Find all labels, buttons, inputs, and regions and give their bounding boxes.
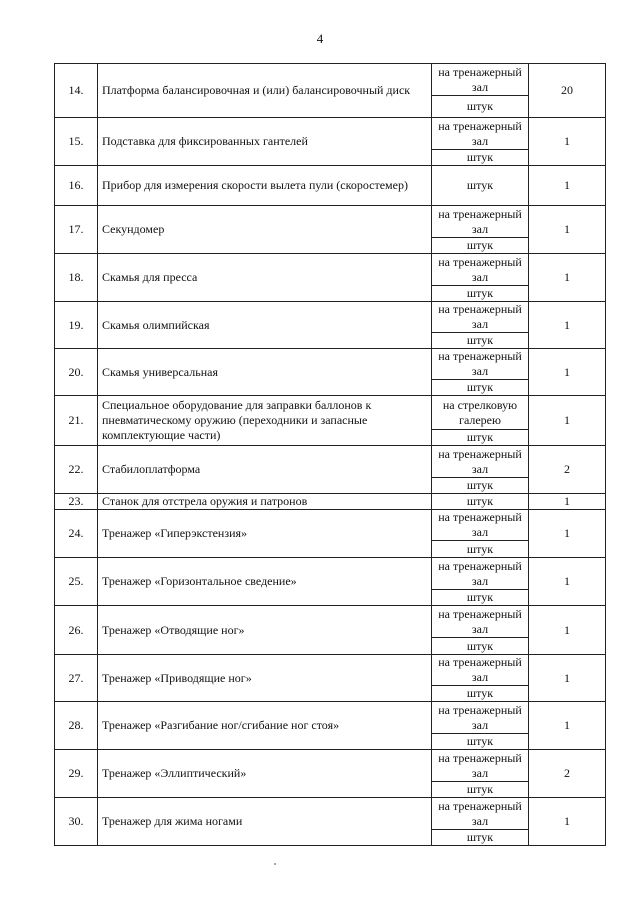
table-row (55, 166, 606, 206)
item-unit-sub: штук (432, 380, 529, 396)
item-unit-sub: штук (432, 430, 529, 446)
item-name: Подставка для фиксированных гантелей (98, 118, 432, 166)
item-unit: на тренажерный зал (432, 64, 529, 96)
item-unit-sub: штук (432, 333, 529, 349)
item-unit: штук (432, 494, 529, 510)
row-number: 24. (55, 510, 98, 558)
item-quantity: 1 (529, 494, 606, 510)
table-row (55, 558, 606, 590)
row-number: 18. (55, 254, 98, 302)
row-number: 20. (55, 349, 98, 396)
table-row (55, 606, 606, 638)
table-row (55, 396, 606, 430)
item-unit: на тренажерный зал (432, 118, 529, 150)
row-number: 26. (55, 606, 98, 655)
item-unit: на тренажерный зал (432, 798, 529, 830)
item-name: Секундомер (98, 206, 432, 254)
item-unit-sub: штук (432, 782, 529, 798)
item-unit: на тренажерный зал (432, 302, 529, 333)
table-row (55, 254, 606, 286)
item-quantity: 1 (529, 302, 606, 349)
item-unit-sub: штук (432, 150, 529, 166)
item-quantity: 1 (529, 702, 606, 750)
page-number: 4 (316, 31, 324, 46)
table-row (55, 64, 606, 96)
item-quantity: 1 (529, 606, 606, 655)
item-unit-sub: штук (432, 286, 529, 302)
item-unit: на тренажерный зал (432, 702, 529, 734)
item-unit: на тренажерный зал (432, 750, 529, 782)
table-row (55, 702, 606, 734)
item-name: Тренажер «Разгибание ног/сгибание ног стоя» (98, 702, 432, 750)
item-quantity: 2 (529, 446, 606, 494)
item-quantity: 1 (529, 349, 606, 396)
item-quantity: 1 (529, 510, 606, 558)
item-name: Скамья для пресса (98, 254, 432, 302)
item-name: Скамья универсальная (98, 349, 432, 396)
item-unit: на тренажерный зал (432, 446, 529, 478)
item-quantity: 1 (529, 254, 606, 302)
item-quantity: 1 (529, 655, 606, 702)
item-name: Станок для отстрела оружия и патронов (98, 494, 432, 510)
item-quantity: 1 (529, 166, 606, 206)
item-unit: штук (432, 166, 529, 206)
item-unit-sub: штук (432, 830, 529, 846)
table-row (55, 118, 606, 150)
item-name: Платформа балансировочная и (или) балансировочный диск (98, 64, 432, 118)
item-unit: на тренажерный зал (432, 558, 529, 590)
table-row (55, 206, 606, 238)
item-unit: на стрелковую галерею (432, 396, 529, 430)
item-unit-sub: штук (432, 541, 529, 558)
table-row (55, 349, 606, 380)
item-unit: на тренажерный зал (432, 349, 529, 380)
item-unit: на тренажерный зал (432, 606, 529, 638)
item-unit: на тренажерный зал (432, 655, 529, 686)
item-unit-sub: штук (432, 686, 529, 702)
row-number: 29. (55, 750, 98, 798)
table-row (55, 798, 606, 830)
row-number: 17. (55, 206, 98, 254)
item-quantity: 1 (529, 558, 606, 606)
scan-speck (274, 863, 276, 865)
equipment-table (54, 63, 606, 846)
item-name: Тренажер «Эллиптический» (98, 750, 432, 798)
item-name: Тренажер «Отводящие ног» (98, 606, 432, 655)
row-number: 25. (55, 558, 98, 606)
row-number: 19. (55, 302, 98, 349)
item-unit-sub: штук (432, 734, 529, 750)
item-quantity: 1 (529, 396, 606, 446)
item-name: Прибор для измерения скорости вылета пули (скоростемер) (98, 166, 432, 206)
item-name: Тренажер «Горизонтальное сведение» (98, 558, 432, 606)
item-unit-sub: штук (432, 96, 529, 118)
table-row (55, 494, 606, 510)
table-row (55, 750, 606, 782)
item-name: Специальное оборудование для заправки баллонов к пневматическому оружию (переходники и запасные комплектующие части) (98, 396, 432, 446)
item-name: Тренажер «Приводящие ног» (98, 655, 432, 702)
row-number: 21. (55, 396, 98, 446)
row-number: 30. (55, 798, 98, 846)
item-quantity: 1 (529, 118, 606, 166)
row-number: 23. (55, 494, 98, 510)
table-row (55, 302, 606, 333)
item-quantity: 2 (529, 750, 606, 798)
table-row (55, 446, 606, 478)
row-number: 14. (55, 64, 98, 118)
item-quantity: 1 (529, 798, 606, 846)
item-unit-sub: штук (432, 238, 529, 254)
table-row (55, 655, 606, 686)
item-unit-sub: штук (432, 638, 529, 655)
item-quantity: 20 (529, 64, 606, 118)
row-number: 27. (55, 655, 98, 702)
item-unit: на тренажерный зал (432, 510, 529, 541)
row-number: 16. (55, 166, 98, 206)
row-number: 22. (55, 446, 98, 494)
row-number: 28. (55, 702, 98, 750)
item-name: Тренажер «Гиперэкстензия» (98, 510, 432, 558)
item-name: Стабилоплатформа (98, 446, 432, 494)
item-quantity: 1 (529, 206, 606, 254)
item-name: Скамья олимпийская (98, 302, 432, 349)
item-unit-sub: штук (432, 590, 529, 606)
item-name: Тренажер для жима ногами (98, 798, 432, 846)
item-unit: на тренажерный зал (432, 254, 529, 286)
item-unit-sub: штук (432, 478, 529, 494)
table-row (55, 510, 606, 541)
row-number: 15. (55, 118, 98, 166)
item-unit: на тренажерный зал (432, 206, 529, 238)
